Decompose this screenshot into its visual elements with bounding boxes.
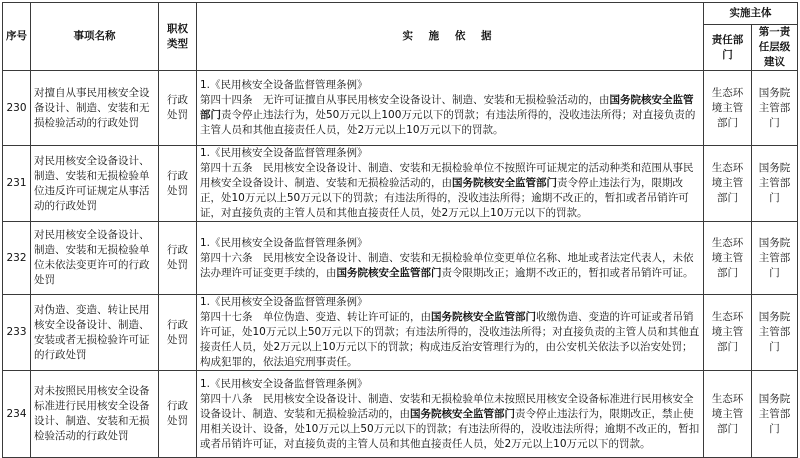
header-resp-dept: 责任部门 [704, 25, 752, 71]
basis-authority: 国务院核安全监管部门 [452, 177, 557, 189]
basis-authority: 国务院核安全监管部门 [410, 407, 515, 420]
row-item-name: 对未按照民用核安全设备标准进行民用核安全设备设计、制造、安装和无损检验活动的行政处罚 [31, 371, 159, 458]
row-item-name: 对民用核安全设备设计、制造、安装和无损检验单位未依法变更许可的行政处罚 [31, 222, 159, 295]
row-resp-dept: 生态环境主管部门 [704, 295, 752, 371]
row-basis [197, 371, 704, 458]
row-resp-dept: 生态环境主管部门 [704, 146, 752, 222]
row-first-resp-level: 国务院主管部门 [752, 371, 798, 458]
basis-text-post: 责令停止违法行为，限期改正，处10万元以上50万元以下的罚款；有违法所得的，没收违法所得；逾期不改正的，暂扣或者吊销许可证，对直接负责的主管人员和其他直接责任人员，处2万元以上10万元以下的罚款。 [200, 177, 689, 219]
row-first-resp-level: 国务院主管部门 [752, 295, 798, 371]
row-first-resp-level: 国务院主管部门 [752, 71, 798, 146]
basis-text-pre: 第四十五条 民用核安全设备设计、制造、安装和无损检验单位不按照许可证规定的活动种类和范围从事民用核安全设备设计、制造、安装和无损检验活动的，由 [200, 162, 694, 189]
row-power-type: 行政处罚 [159, 295, 197, 371]
basis-text-pre: 第四十六条 民用核安全设备设计、制造、安装和无损检验单位变更单位名称、地址或者法定代表人，未依法办理许可证变更手续的，由 [200, 251, 694, 279]
basis-text-post: 责令限期改正；逾期不改正的，暂扣或者吊销许可证。 [441, 266, 694, 279]
basis-text-pre: 第四十八条 民用核安全设备设计、制造、安装和无损检验单位未按照民用核安全设备标准进行民用核安全设备设计、制造、安装和无损检验活动的，由 [200, 392, 694, 420]
row-resp-dept: 生态环境主管部门 [704, 71, 752, 146]
row-seq: 234 [3, 371, 31, 458]
row-item-name: 对擅自从事民用核安全设备设计、制造、安装和无损检验活动的行政处罚 [31, 71, 159, 146]
table-row [3, 146, 798, 222]
row-seq: 230 [3, 71, 31, 146]
row-item-name: 对伪造、变造、转让民用核安全设备设计、制造、安装或者无损检验许可证的行政处罚 [31, 295, 159, 371]
header-basis: 实 施 依 据 [197, 3, 704, 71]
enforcement-items-table [2, 2, 798, 458]
table-row [3, 222, 798, 295]
row-first-resp-level: 国务院主管部门 [752, 222, 798, 295]
row-resp-dept: 生态环境主管部门 [704, 371, 752, 458]
row-basis [197, 222, 704, 295]
basis-text-pre: 第四十七条 单位伪造、变造、转让许可证的，由 [200, 311, 431, 323]
basis-title: 1.《民用核安全设备监督管理条例》 [200, 296, 368, 308]
header-item-name: 事项名称 [31, 3, 159, 71]
header-seq: 序号 [3, 3, 31, 71]
row-power-type: 行政处罚 [159, 146, 197, 222]
row-seq: 233 [3, 295, 31, 371]
basis-title: 1.《民用核安全设备监督管理条例》 [200, 147, 368, 159]
row-seq: 231 [3, 146, 31, 222]
table-row [3, 71, 798, 146]
header-power-type: 职权类型 [159, 3, 197, 71]
row-basis [197, 295, 704, 371]
basis-text-post: 责令停止违法行为，处50万元以上100万元以下的罚款；有违法所得的，没收违法所得；对直接负责的主管人员和其他直接责任人员，处2万元以上10万元以下的罚款。 [200, 109, 696, 136]
basis-text-post: 责令停止违法行为，限期改正，禁止使用相关设计、设备，处10万元以上50万元以下的罚款；有违法所得的，没收违法所得；逾期不改正的，暂扣或者吊销许可证，对直接负责的主管人员和其他直接责任人员，处2万元以上10万元以下的罚款。 [200, 407, 700, 450]
basis-title: 1.《民用核安全设备监督管理条例》 [200, 377, 368, 390]
basis-authority: 国务院核安全监管部门 [431, 311, 536, 323]
row-power-type: 行政处罚 [159, 71, 197, 146]
row-resp-dept: 生态环境主管部门 [704, 222, 752, 295]
row-first-resp-level: 国务院主管部门 [752, 146, 798, 222]
basis-title: 1.《民用核安全设备监督管理条例》 [200, 236, 368, 249]
row-basis [197, 146, 704, 222]
table-row [3, 295, 798, 371]
row-item-name: 对民用核安全设备设计、制造、安装和无损检验单位违反许可证规定从事活动的行政处罚 [31, 146, 159, 222]
row-power-type: 行政处罚 [159, 371, 197, 458]
basis-authority: 国务院核安全监管部门 [200, 94, 694, 121]
row-basis [197, 71, 704, 146]
row-seq: 232 [3, 222, 31, 295]
header-first-resp-level: 第一责任层级建议 [752, 25, 798, 71]
header-subject: 实施主体 [704, 3, 798, 25]
basis-authority: 国务院核安全监管部门 [336, 266, 442, 279]
table-row [3, 371, 798, 458]
basis-text-post: 收缴伪造、变造的许可证或者吊销许可证，处10万元以上50万元以下的罚款；有违法所得的，没收违法所得；对直接负责的主管人员和其他直接责任人员，处2万元以上10万元以下的罚款；构成违反治安管理行为的，由公安机关依法予以治安处罚；构成犯罪的，依法追究刑事责任。 [200, 311, 700, 368]
row-power-type: 行政处罚 [159, 222, 197, 295]
basis-text-pre: 第四十四条 无许可证擅自从事民用核安全设备设计、制造、安装和无损检验活动的，由 [200, 94, 610, 106]
basis-title: 1.《民用核安全设备监督管理条例》 [200, 79, 368, 91]
